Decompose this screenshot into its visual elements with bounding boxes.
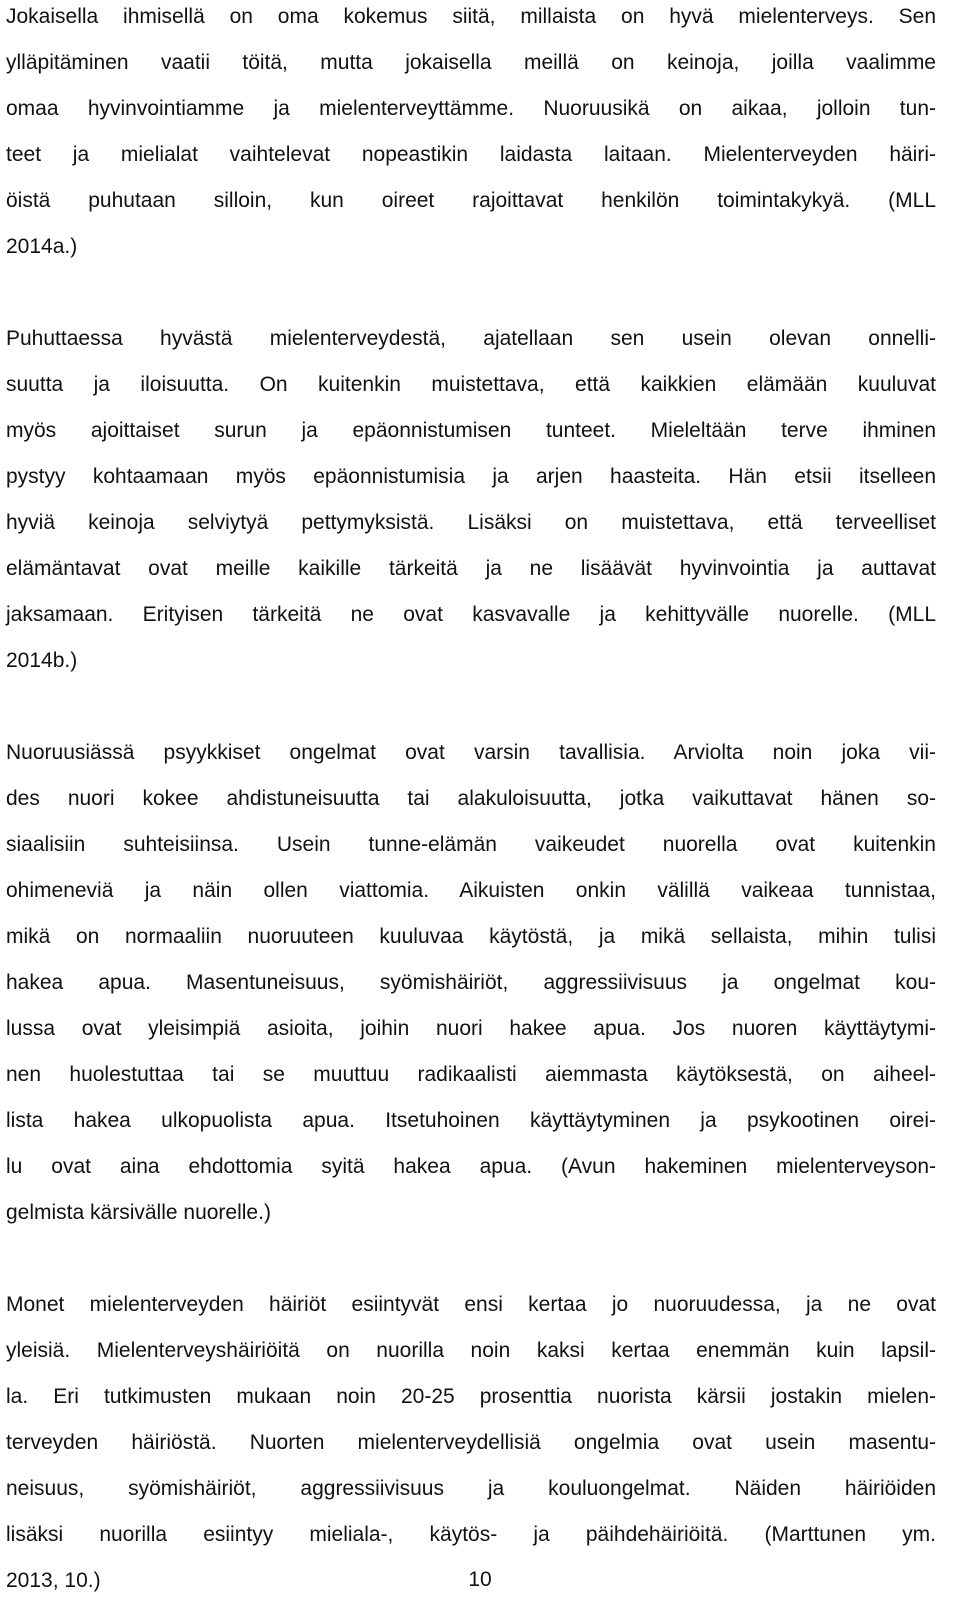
text-line: teet ja mielialat vaihtelevat nopeastikin laidasta laitaan. Mielenterveyden häiri-: [6, 143, 936, 166]
text-line: neisuus, syömishäiriöt, aggressiivisuus ja kouluongelmat. Näiden häiriöiden: [6, 1477, 936, 1500]
text-line: suutta ja iloisuutta. On kuitenkin muistettava, että kaikkien elämään kuuluvat: [6, 373, 936, 396]
text-line: gelmista kärsivälle nuorelle.): [6, 1201, 271, 1224]
text-line: pystyy kohtaamaan myös epäonnistumisia ja arjen haasteita. Hän etsii itselleen: [6, 465, 936, 488]
paragraph-gap: [6, 1236, 936, 1282]
text-line: nen huolestuttaa tai se muuttuu radikaalisti aiemmasta käytöksestä, on aiheel-: [6, 1063, 936, 1086]
text-line: la. Eri tutkimusten mukaan noin 20-25 prosenttia nuorista kärsii jostakin mielen-: [6, 1385, 936, 1408]
text-line: hakea apua. Masentuneisuus, syömishäiriöt, aggressiivisuus ja ongelmat kou-: [6, 971, 936, 994]
text-line: elämäntavat ovat meille kaikille tärkeitä ja ne lisäävät hyvinvointia ja auttavat: [6, 557, 936, 580]
text-line: lista hakea ulkopuolista apua. Itsetuhoinen käyttäytyminen ja psykootinen oirei-: [6, 1109, 936, 1132]
text-line: ylläpitäminen vaatii töitä, mutta jokaisella meillä on keinoja, joilla vaalimme: [6, 51, 936, 74]
document-page: [6, 0, 936, 1604]
text-line: öistä puhutaan silloin, kun oireet rajoittavat henkilön toimintakykyä. (MLL: [6, 189, 936, 212]
text-line: 2014a.): [6, 235, 78, 258]
paragraph-gap: [6, 270, 936, 316]
text-line: siaalisiin suhteisiinsa. Usein tunne-elämän vaikeudet nuorella ovat kuitenkin: [6, 833, 936, 856]
text-line: 2013, 10.): [6, 1569, 101, 1592]
text-line: des nuori kokee ahdistuneisuutta tai alakuloisuutta, jotka vaikuttavat hänen so-: [6, 787, 936, 810]
text-line: Jokaisella ihmisellä on oma kokemus siitä, millaista on hyvä mielenterveys. Sen: [6, 5, 936, 28]
paragraph-gap: [6, 684, 936, 730]
text-line: Monet mielenterveyden häiriöt esiintyvät ensi kertaa jo nuoruudessa, ja ne ovat: [6, 1293, 936, 1316]
text-line: ohimeneviä ja näin ollen viattomia. Aikuisten onkin välillä vaikeaa tunnistaa,: [6, 879, 936, 902]
paragraph-4: [6, 1282, 936, 1604]
text-line: 2014b.): [6, 649, 78, 672]
text-line: terveyden häiriöstä. Nuorten mielenterveydellisiä ongelmia ovat usein masentu-: [6, 1431, 936, 1454]
text-line: lussa ovat yleisimpiä asioita, joihin nuori hakee apua. Jos nuoren käyttäytymi-: [6, 1017, 936, 1040]
text-line: hyviä keinoja selviytyä pettymyksistä. Lisäksi on muistettava, että terveelliset: [6, 511, 936, 534]
text-line: yleisiä. Mielenterveyshäiriöitä on nuorilla noin kaksi kertaa enemmän kuin lapsil-: [6, 1339, 936, 1362]
paragraph-2: [6, 316, 936, 684]
page-number: 10: [468, 1568, 492, 1591]
text-line: jaksamaan. Erityisen tärkeitä ne ovat kasvavalle ja kehittyvälle nuorelle. (MLL: [6, 603, 936, 626]
text-line: mikä on normaaliin nuoruuteen kuuluvaa käytöstä, ja mikä sellaista, mihin tulisi: [6, 925, 936, 948]
text-line: lu ovat aina ehdottomia syitä hakea apua. (Avun hakeminen mielenterveyson-: [6, 1155, 936, 1178]
text-line: myös ajoittaiset surun ja epäonnistumisen tunteet. Mieleltään terve ihminen: [6, 419, 936, 442]
text-line: lisäksi nuorilla esiintyy mieliala-, käytös- ja päihdehäiriöitä. (Marttunen ym.: [6, 1523, 936, 1546]
text-line: Nuoruusiässä psyykkiset ongelmat ovat varsin tavallisia. Arviolta noin joka vii-: [6, 741, 936, 764]
text-line: omaa hyvinvointiamme ja mielenterveyttämme. Nuoruusikä on aikaa, jolloin tun-: [6, 97, 936, 120]
paragraph-1: [6, 0, 936, 270]
text-line: Puhuttaessa hyvästä mielenterveydestä, ajatellaan sen usein olevan onnelli-: [6, 327, 936, 350]
paragraph-3: [6, 730, 936, 1236]
